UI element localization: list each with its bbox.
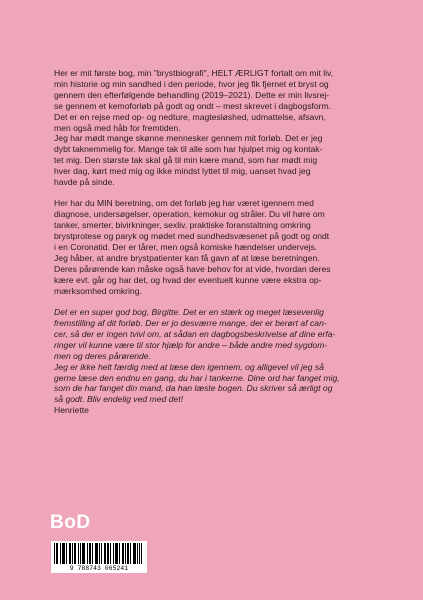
barcode-bar: [101, 543, 102, 564]
text-line: fremstilling af dit forløb. Der er jo desværre mange, der er berørt af can-: [54, 318, 327, 329]
barcode-bar: [87, 543, 88, 564]
barcode-bar: [119, 543, 120, 564]
back-cover-text: [54, 68, 372, 427]
barcode-bar: [84, 543, 85, 564]
text-line: se gennem et kemoforløb på godt og ondt – mest skrevet i dagbogsform.: [54, 100, 332, 111]
text-line: men også med håb for fremtiden.: [54, 122, 181, 133]
barcode-bar: [92, 543, 93, 564]
text-line: Det er en super god bog, Birgitte. Det er en stærk og meget læsevenlig: [54, 307, 324, 318]
barcode-bar: [83, 543, 84, 564]
barcode-bar: [74, 543, 75, 564]
text-line: som de har fanget din mand, da han læste bogen. Du skriver så ærligt og: [54, 383, 333, 394]
description-paragraph-4: [54, 253, 372, 297]
barcode-bar: [108, 543, 109, 564]
text-line: hver dag, kørt med mig og ikke mindst lyttet til mig, uanset hvad jeg: [54, 166, 311, 177]
text-line: diagnose, undersøgelser, operation, kemokur og stråler. Du vil høre om: [54, 209, 325, 220]
text-line: ringer vil kunne være til stor hjælp for andre – både andre med sygdom-: [54, 339, 328, 350]
barcode-bar: [72, 543, 73, 564]
publisher-logo: BoD: [50, 512, 91, 533]
barcode-bar: [57, 543, 58, 564]
barcode-bar: [123, 543, 124, 564]
text-line: dybt taknemmelig for. Mange tak til alle som har hjulpet mig og kontak-: [54, 144, 323, 155]
barcode-bar: [64, 543, 65, 564]
barcode-bar: [135, 543, 136, 564]
description-paragraph-1: [54, 68, 372, 133]
text-line: tanker, smerter, bivirkninger, sexliv, praktiske foranstaltning omkring: [54, 220, 311, 231]
text-line: gennem den efterfølgende behandling (2019–2021). Dette er min livsrej-: [54, 89, 330, 100]
testimonial-paragraph-2: [54, 362, 372, 406]
barcode-bar: [137, 543, 138, 564]
text-line: tet mig. Den største tak skal gå til min kære mand, som har mødt mig: [54, 155, 318, 166]
text-line: Jeg er ikke helt færdig med at læse den igennem, og alligevel vil jeg så: [54, 361, 324, 372]
isbn-barcode: [51, 541, 147, 573]
barcode-bar: [97, 543, 98, 564]
barcode-bar: [134, 543, 135, 564]
barcode-bar: [139, 543, 140, 564]
text-line: Det er en rejse med op- og nedture, magtesløshed, udmattelse, afsavn,: [54, 111, 326, 122]
barcode-bar: [80, 543, 81, 564]
barcode-bar: [82, 543, 83, 564]
description-paragraph-3: [54, 198, 372, 253]
text-line: Her er mit første bog, min "brystbiografi", HELT ÆRLIGT fortalt om mit liv,: [54, 68, 334, 78]
barcode-bar: [62, 543, 63, 564]
barcode-bar: [90, 543, 91, 564]
text-line: så godt. Bliv endelig ved med det!: [54, 394, 183, 405]
barcode-bar: [60, 543, 61, 564]
barcode-bar: [130, 543, 131, 564]
barcode-bar: [141, 543, 142, 564]
barcode-bar: [78, 543, 79, 564]
text-line: i en Coronatid. Der er tårer, men også komiske hændelser undervejs.: [54, 242, 318, 253]
barcode-bar: [75, 543, 76, 564]
barcode-bar: [113, 543, 114, 564]
text-line: men og deres pårørende.: [54, 350, 151, 361]
testimonial-paragraph-1: [54, 307, 372, 362]
barcode-bar: [54, 543, 55, 564]
text-line: brystprotese og paryk og mødet med sundhedsvæsenet på godt og ondt: [54, 231, 330, 242]
text-line: Deres pårørende kan måske også have behov for at vide, hvordan deres: [54, 263, 331, 274]
text-line: Jeg håber, at andre brystpatienter kan få gavn af at læse beretningen.: [54, 253, 320, 263]
barcode-bar: [116, 543, 117, 564]
barcode-bar: [63, 543, 64, 564]
text-line: gerne læse den endnu en gang, du har i tankerne. Dine ord har fanget mig,: [54, 372, 340, 383]
barcode-bars: [54, 543, 144, 564]
testimonial-signature: Henriette: [54, 405, 89, 416]
barcode-bar: [115, 543, 116, 564]
barcode-bar: [122, 543, 123, 564]
description-paragraph-2: [54, 133, 372, 188]
barcode-bar: [95, 543, 96, 564]
barcode-bar: [110, 543, 111, 564]
barcode-bar: [70, 543, 71, 564]
barcode-bar: [56, 543, 57, 564]
barcode-bar: [99, 543, 100, 564]
text-line: havde på sinde.: [54, 177, 115, 188]
text-line: kære evt. går og har det, og hvad der eventuelt kunne være ekstra op-: [54, 274, 322, 285]
barcode-bar: [117, 543, 118, 564]
barcode-bar: [127, 543, 128, 564]
text-line: min historie og min sandhed i den periode, hvor jeg fik fjernet et bryst og: [54, 78, 329, 89]
text-line: mærksomhed omkring.: [54, 285, 142, 296]
text-line: cer, så der er ingen tvivl om, at sådan en dagbogsbeskrivelse af dine erfa-: [54, 328, 336, 339]
barcode-bar: [96, 543, 97, 564]
barcode-bar: [105, 543, 106, 564]
barcode-bar: [69, 543, 70, 564]
barcode-bar: [107, 543, 108, 564]
barcode-bar: [104, 543, 105, 564]
barcode-bar: [125, 543, 126, 564]
barcode-digits: 9 788743 065241: [69, 565, 129, 572]
barcode-bar: [133, 543, 134, 564]
barcode-bar: [128, 543, 129, 564]
text-line: Jeg har mødt mange skønne mennesker gennem mit forløb. Det er jeg: [54, 133, 323, 144]
barcode-bar: [89, 543, 90, 564]
text-line: Her har du MIN beretning, om det forløb jeg har været igennem med: [54, 198, 314, 209]
barcode-bar: [66, 543, 67, 564]
